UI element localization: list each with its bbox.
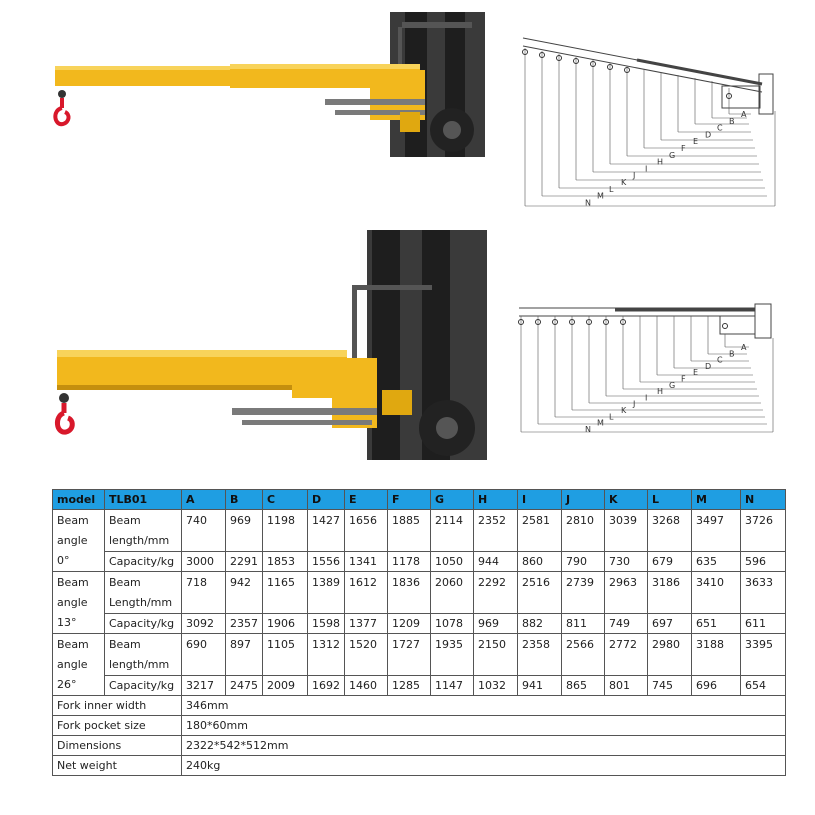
beam-angle-label: Beam angle 26° [53,634,105,696]
diagram-label-c: C [717,123,723,133]
diagram-label-n: N [585,198,591,208]
diagram-label-a: A [741,343,747,352]
diagram-label-f: F [681,374,686,384]
table-row [53,696,786,716]
diagram-label-a: A [741,110,747,119]
diagram-label-m: M [597,191,604,201]
jib-photo-0-degree [50,12,485,162]
table-header-cell: K [605,490,648,510]
beam-length-label: Beam length/mm [105,510,182,552]
diagram-label-m: M [597,418,604,428]
capacity-value: 696 [692,676,741,696]
beam-length-value: 2292 [474,572,518,614]
spec-label: Fork pocket size [53,716,182,736]
diagram-label-b: B [729,349,735,359]
capacity-value: 1178 [388,552,431,572]
capacity-value: 3217 [182,676,226,696]
beam-length-value: 2581 [518,510,562,552]
capacity-value: 654 [741,676,786,696]
table-row [53,614,786,634]
table-header-cell: E [345,490,388,510]
spec-label: Net weight [53,756,182,776]
table-row [53,634,786,676]
beam-length-value: 969 [226,510,263,552]
spec-value: 240kg [182,756,786,776]
beam-length-value: 2566 [562,634,605,676]
diagram-label-b: B [729,116,735,126]
table-row [53,716,786,736]
diagram-label-i: I [645,393,648,403]
beam-length-value: 3268 [648,510,692,552]
beam-length-value: 2980 [648,634,692,676]
capacity-value: 2357 [226,614,263,634]
capacity-value: 651 [692,614,741,634]
capacity-value: 1147 [431,676,474,696]
table-header-cell: L [648,490,692,510]
table-header-cell: I [518,490,562,510]
capacity-value: 1692 [308,676,345,696]
diagram-label-e: E [693,368,699,378]
spec-label: Dimensions [53,736,182,756]
beam-length-value: 2352 [474,510,518,552]
beam-angle-label: Beam angle 0° [53,510,105,572]
capacity-value: 1556 [308,552,345,572]
diagram-label-k: K [621,178,627,187]
table-header-cell: A [182,490,226,510]
capacity-value: 1377 [345,614,388,634]
beam-length-value: 740 [182,510,226,552]
beam-length-value: 2772 [605,634,648,676]
capacity-value: 790 [562,552,605,572]
table-header-cell: F [388,490,431,510]
diagram-label-j: J [633,399,636,409]
table-header-row [53,490,786,510]
table-header-cell: J [562,490,605,510]
beam-length-value: 3039 [605,510,648,552]
capacity-value: 635 [692,552,741,572]
table-header-cell: N [741,490,786,510]
diagram-label-g: G [669,380,676,390]
diagram-label-n: N [585,424,591,434]
capacity-value: 596 [741,552,786,572]
capacity-value: 611 [741,614,786,634]
table-header-cell: H [474,490,518,510]
diagram-label-e: E [693,137,699,147]
beam-length-value: 2963 [605,572,648,614]
beam-length-value: 3186 [648,572,692,614]
beam-length-value: 2114 [431,510,474,552]
beam-length-value: 2060 [431,572,474,614]
capacity-value: 2009 [263,676,308,696]
beam-length-value: 1727 [388,634,431,676]
capacity-value: 1598 [308,614,345,634]
capacity-label: Capacity/kg [105,676,182,696]
capacity-value: 1853 [263,552,308,572]
capacity-value: 2291 [226,552,263,572]
beam-length-value: 1836 [388,572,431,614]
beam-length-value: 1427 [308,510,345,552]
capacity-label: Capacity/kg [105,614,182,634]
capacity-value: 944 [474,552,518,572]
table-header-cell: C [263,490,308,510]
spec-value: 346mm [182,696,786,716]
beam-length-value: 3188 [692,634,741,676]
beam-angle-label: Beam angle 13° [53,572,105,634]
beam-length-value: 3633 [741,572,786,614]
beam-length-value: 3395 [741,634,786,676]
diagram-label-k: K [621,406,627,415]
diagram-label-d: D [705,130,712,140]
capacity-value: 801 [605,676,648,696]
spec-table [52,489,786,776]
beam-length-value: 897 [226,634,263,676]
spec-value: 180*60mm [182,716,786,736]
table-header-cell: D [308,490,345,510]
diagram-label-d: D [705,361,712,371]
table-header-cell: TLB01 [105,490,182,510]
table-header-cell: model [53,490,105,510]
beam-length-value: 2358 [518,634,562,676]
beam-length-value: 1656 [345,510,388,552]
capacity-value: 749 [605,614,648,634]
capacity-value: 1032 [474,676,518,696]
capacity-label: Capacity/kg [105,552,182,572]
beam-length-value: 942 [226,572,263,614]
capacity-value: 1285 [388,676,431,696]
table-header-cell: B [226,490,263,510]
capacity-value: 730 [605,552,648,572]
beam-length-label: Beam length/mm [105,634,182,676]
reach-diagram-horizontal [515,300,777,440]
table-row [53,756,786,776]
beam-length-value: 1105 [263,634,308,676]
beam-length-value: 718 [182,572,226,614]
capacity-value: 811 [562,614,605,634]
diagram-label-c: C [717,355,723,365]
capacity-value: 1341 [345,552,388,572]
capacity-value: 3000 [182,552,226,572]
capacity-value: 1460 [345,676,388,696]
beam-length-value: 1165 [263,572,308,614]
diagram-label-h: H [657,157,664,167]
beam-length-value: 2810 [562,510,605,552]
capacity-value: 1209 [388,614,431,634]
reach-diagram-angled [517,26,777,216]
beam-length-value: 3497 [692,510,741,552]
beam-length-value: 2516 [518,572,562,614]
beam-length-value: 2739 [562,572,605,614]
diagram-label-j: J [633,171,636,181]
beam-length-value: 2150 [474,634,518,676]
capacity-value: 679 [648,552,692,572]
diagram-label-i: I [645,164,648,174]
beam-length-value: 1312 [308,634,345,676]
capacity-value: 745 [648,676,692,696]
diagram-label-h: H [657,387,664,397]
beam-length-value: 1935 [431,634,474,676]
table-header-cell: M [692,490,741,510]
diagram-label-l: L [609,184,614,194]
table-header-cell: G [431,490,474,510]
table-row [53,676,786,696]
beam-length-value: 1389 [308,572,345,614]
table-row [53,736,786,756]
capacity-value: 969 [474,614,518,634]
beam-length-value: 3410 [692,572,741,614]
capacity-value: 3092 [182,614,226,634]
capacity-value: 882 [518,614,562,634]
beam-length-value: 1612 [345,572,388,614]
beam-length-value: 1520 [345,634,388,676]
jib-photo-with-forklift [52,230,487,465]
capacity-value: 697 [648,614,692,634]
beam-length-value: 1198 [263,510,308,552]
beam-length-value: 3726 [741,510,786,552]
capacity-value: 941 [518,676,562,696]
diagram-label-l: L [609,412,614,422]
table-row [53,510,786,552]
diagram-label-g: G [669,150,676,160]
spec-value: 2322*542*512mm [182,736,786,756]
capacity-value: 865 [562,676,605,696]
capacity-value: 860 [518,552,562,572]
table-row [53,572,786,614]
spec-label: Fork inner width [53,696,182,716]
capacity-value: 1906 [263,614,308,634]
capacity-value: 1050 [431,552,474,572]
beam-length-value: 690 [182,634,226,676]
beam-length-value: 1885 [388,510,431,552]
table-row [53,552,786,572]
beam-length-label: Beam Length/mm [105,572,182,614]
diagram-label-f: F [681,144,686,153]
capacity-value: 2475 [226,676,263,696]
capacity-value: 1078 [431,614,474,634]
